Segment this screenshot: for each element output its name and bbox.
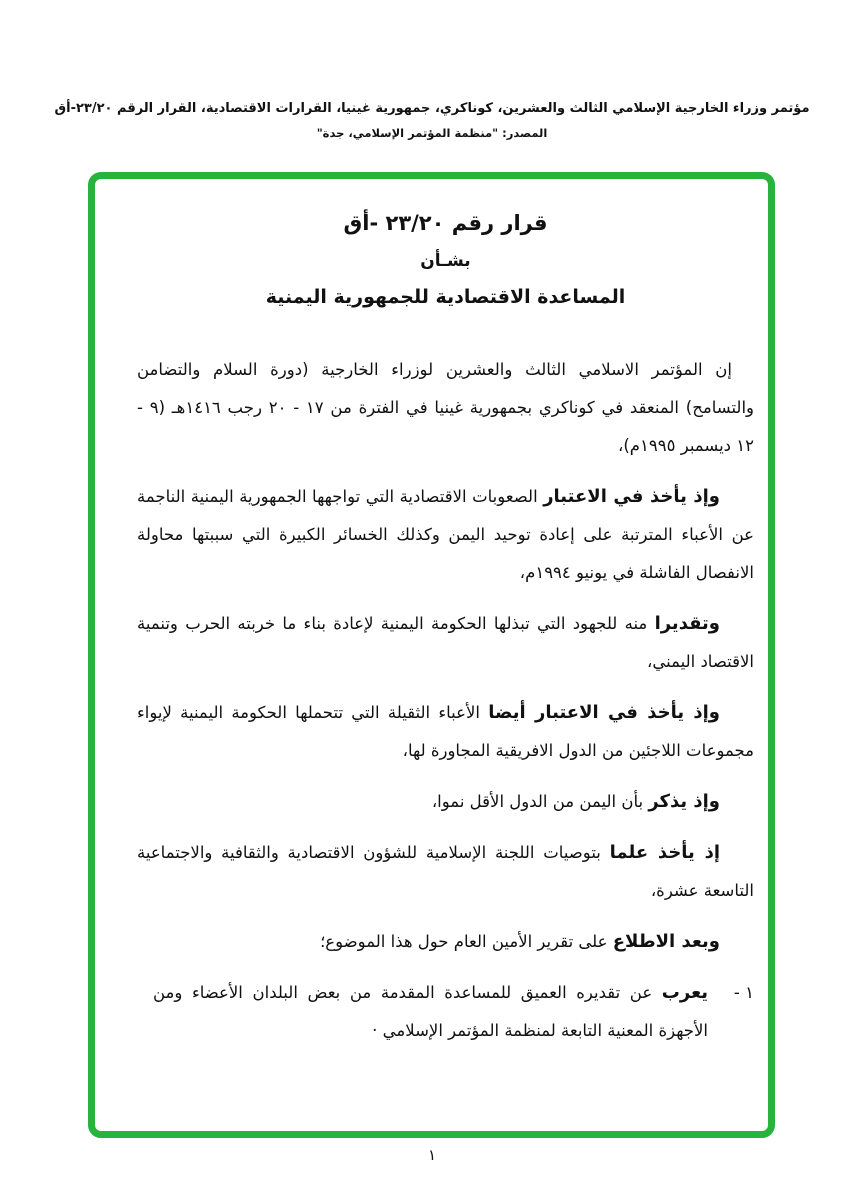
paragraph-text: الأعباء الثقيلة التي تتحملها الحكومة اليمنية لإيواء مجموعات اللاجئين من الدول الافريقية المجاورة لها، xyxy=(137,703,754,760)
preamble-paragraph xyxy=(137,783,754,821)
preamble-paragraph xyxy=(137,834,754,910)
paragraph-text: منه للجهود التي تبذلها الحكومة اليمنية لإعادة بناء ما خربته الحرب وتنمية الاقتصاد اليمني، xyxy=(137,614,754,671)
preamble-paragraph xyxy=(137,351,754,465)
doc-header xyxy=(40,99,824,141)
page-number: ١ xyxy=(427,1146,437,1164)
preamble-paragraph xyxy=(137,923,754,961)
resolution-number: قرار رقم ٢٣/٢٠ -أق xyxy=(343,211,548,235)
item-text: عن تقديره العميق للمساعدة المقدمة من بعض البلدان الأعضاء ومن الأجهزة المعنية التابعة لمنظمة المؤتمر الإسلامي · xyxy=(153,983,708,1040)
paragraph-lead: وبعد الاطلاع xyxy=(612,931,720,952)
operative-item xyxy=(137,974,754,1050)
item-number: ١ - xyxy=(733,983,754,1002)
paragraph-lead: وإذ يأخذ في الاعتبار أيضا xyxy=(488,702,720,723)
header-source: المصدر: "منظمة المؤتمر الإسلامي، جدة" xyxy=(316,126,548,140)
item-body xyxy=(137,974,708,1050)
resolution-subject: المساعدة الاقتصادية للجمهورية اليمنية xyxy=(265,286,626,308)
paragraph-text: بتوصيات اللجنة الإسلامية للشؤون الاقتصادية والثقافية والاجتماعية التاسعة عشرة، xyxy=(137,843,754,900)
preamble-paragraph xyxy=(137,478,754,592)
header-citation: مؤتمر وزراء الخارجية الإسلامي الثالث والعشرين، كوناكري، جمهورية غينيا، القرارات الاقتصادية، القرار الرقم ٢٣/٢٠-أق xyxy=(54,101,810,116)
paragraph-text: الصعوبات الاقتصادية التي تواجهها الجمهورية اليمنية الناجمة عن الأعباء المترتبة على إعادة توحيد اليمن وكذلك الخسائر الكبيرة التي سببتها محاولة الانفصال الفاشلة في يونيو ١٩٩٤م، xyxy=(137,487,754,582)
preamble-paragraph xyxy=(137,605,754,681)
paragraph-lead: وتقديرا xyxy=(654,613,720,634)
paragraph-lead: إذ يأخذ علما xyxy=(609,842,720,863)
resolution-title xyxy=(137,203,754,315)
paragraph-text: على تقرير الأمين العام حول هذا الموضوع؛ xyxy=(320,932,613,951)
item-lead: يعرب xyxy=(661,982,708,1003)
paragraph-text: بأن اليمن من الدول الأقل نموا، xyxy=(431,792,649,811)
preamble-paragraph xyxy=(137,694,754,770)
paragraph-lead: وإذ يذكر xyxy=(648,791,720,812)
paragraph-lead: وإذ يأخذ في الاعتبار xyxy=(543,486,720,507)
resolution-regarding: بشـأن xyxy=(420,251,471,271)
resolution-frame xyxy=(88,172,775,1138)
paragraph-text: إن المؤتمر الاسلامي الثالث والعشرين لوزراء الخارجية (دورة السلام والتضامن والتسامح) المنعقد في كوناكري بجمهورية غينيا في الفترة من ١٧ - ٢٠ رجب ١٤١٦هـ (٩ - ١٢ ديسمبر ١٩٩٥م)، xyxy=(137,360,755,455)
